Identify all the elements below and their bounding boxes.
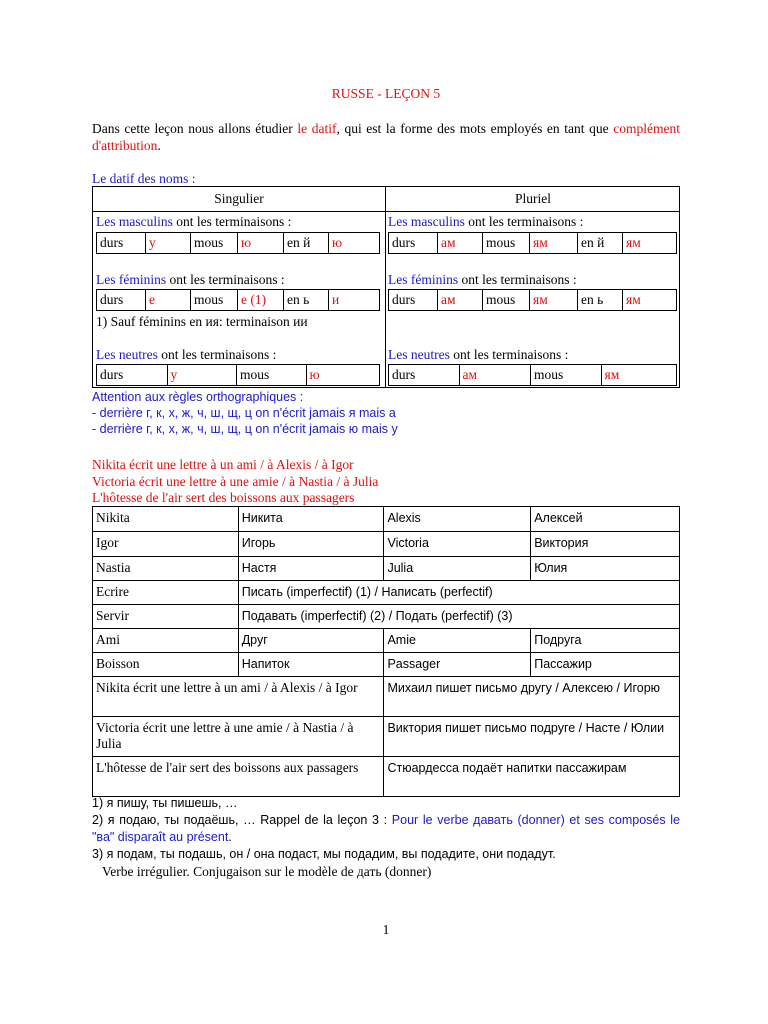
ending-cell: en й [578, 233, 623, 253]
ending-cell: mous [483, 233, 530, 253]
ending-cell: ям [604, 367, 620, 382]
ending-cell: и [332, 292, 340, 307]
footnote-2-end: . [228, 830, 232, 844]
ending-cell: en ь [578, 290, 623, 310]
orthography-rules [92, 389, 398, 437]
ending-cell: ам [438, 233, 483, 253]
table-cell: Victoria [384, 532, 531, 557]
table-cell: Подруга [531, 629, 680, 653]
plur-neut-suffix: ont les terminaisons : [449, 347, 569, 362]
ending-cell: е [146, 290, 191, 310]
table-cell: Amie [384, 629, 531, 653]
plur-masc-endings [388, 232, 677, 254]
table-cell: Подавать (imperfectif) (2) / Подать (perfectif) (3) [238, 605, 679, 629]
table-row [93, 605, 680, 629]
ending-cell: en й [284, 233, 329, 253]
table-row [93, 507, 680, 532]
ending-cell: ям [626, 292, 641, 307]
table-cell: Игорь [238, 532, 384, 557]
table-cell: Алексей [531, 507, 680, 532]
table-cell: Настя [238, 557, 384, 581]
page-title: RUSSE - LEÇON 5 [331, 86, 441, 101]
plur-fem-intro [388, 272, 577, 288]
example-sentence-1: Nikita écrit une lettre à un ami / à Alexis / à Igor [92, 457, 354, 472]
table-cell: Виктория пишет письмо подруге / Насте / Юлии [384, 717, 680, 757]
sing-neut-intro [96, 347, 276, 363]
footnote-2-text: 2) я подаю, ты подаёшь, … Rappel de la leçon 3 : [92, 813, 392, 827]
ending-cell: mous [483, 290, 530, 310]
page-number: 1 [382, 922, 390, 937]
plur-fem-label: Les féminins [388, 272, 459, 287]
plur-fem-endings [388, 289, 677, 311]
table-row [93, 581, 680, 605]
table-cell: Ecrire [93, 581, 239, 605]
sing-fem-label: Les féminins [96, 272, 167, 287]
sing-masc-endings [96, 232, 380, 254]
plur-fem-suffix: ont les terminaisons : [458, 272, 577, 287]
table-cell: Victoria écrit une lettre à une amie / à Nastia / à Julia [93, 717, 384, 757]
table-row [93, 557, 680, 581]
ending-cell: ам [460, 365, 532, 385]
intro-paragraph [92, 120, 680, 154]
table-cell: Виктория [531, 532, 680, 557]
ending-cell: ю [309, 367, 320, 382]
intro-text-start: Dans cette leçon nous allons étudier [92, 121, 298, 136]
ending-cell: durs [97, 365, 168, 385]
table-cell: Alexis [384, 507, 531, 532]
sing-neut-label: Les neutres [96, 347, 158, 362]
orthography-title: Attention aux règles orthographiques : [92, 390, 304, 404]
table-cell: Nikita [93, 507, 239, 532]
example-sentence-2: Victoria écrit une lettre à une amie / à Nastia / à Julia [92, 473, 379, 489]
ending-cell: ям [626, 235, 641, 250]
table-cell: Boisson [93, 653, 239, 677]
column-header-plural: Pluriel [515, 191, 551, 206]
ending-cell: durs [389, 233, 438, 253]
sing-masc-label: Les masculins [96, 214, 173, 229]
ending-cell: ям [530, 233, 578, 253]
ending-cell: у [168, 365, 238, 385]
ending-cell: durs [97, 233, 146, 253]
table-cell: Ami [93, 629, 239, 653]
ending-cell: durs [389, 365, 460, 385]
sing-masc-suffix: ont les terminaisons : [172, 214, 292, 229]
sing-neut-suffix: ont les terminaisons : [157, 347, 277, 362]
footnote-2-reminder: Pour le verbe давать (donner) et ses composés le "ва" disparaît au présent [92, 813, 680, 844]
table-row [93, 532, 680, 557]
table-cell: Михаил пишет письмо другу / Алексею / Игорю [384, 677, 680, 717]
table-cell: Друг [238, 629, 384, 653]
column-header-singular: Singulier [214, 191, 264, 206]
ending-cell: ю [332, 235, 343, 250]
datif-table [92, 186, 680, 388]
table-cell: Юлия [531, 557, 680, 581]
ending-cell: durs [389, 290, 438, 310]
table-cell: Никита [238, 507, 384, 532]
intro-highlight-complement: complément d'attribution [92, 121, 680, 153]
plur-masc-intro [388, 214, 583, 230]
orthography-rule-2: - derrière г, к, х, ж, ч, ш, щ, ц on n'écrit jamais ю mais у [92, 422, 398, 436]
table-cell: Напиток [238, 653, 384, 677]
plur-neut-intro [388, 347, 568, 363]
intro-text-end: . [157, 138, 161, 153]
table-row [93, 757, 680, 797]
table-cell: Igor [93, 532, 239, 557]
ending-cell: mous [531, 365, 602, 385]
table-cell: Nikita écrit une lettre à un ami / à Alexis / à Igor [93, 677, 384, 717]
sing-fem-suffix: ont les terminaisons : [166, 272, 285, 287]
table-cell: L'hôtesse de l'air sert des boissons aux passagers [93, 757, 384, 797]
sing-masc-intro [96, 214, 291, 230]
sing-fem-intro [96, 272, 285, 288]
intro-highlight-datif: le datif [297, 121, 337, 136]
sing-neut-endings [96, 364, 380, 386]
footnote-1: 1) я пишу, ты пишешь, … [92, 796, 238, 810]
ending-cell: ю [238, 233, 284, 253]
table-row [93, 653, 680, 677]
sing-fem-footnote: 1) Sauf féminins en ия: terminaison ии [96, 314, 308, 329]
table-row [93, 629, 680, 653]
table-cell: Пассажир [531, 653, 680, 677]
header-divider [93, 211, 679, 212]
ending-cell: ям [530, 290, 578, 310]
ending-cell: ам [438, 290, 483, 310]
ending-cell: mous [191, 233, 238, 253]
table-row [93, 717, 680, 757]
table-row [93, 677, 680, 717]
footnote-3-remark: Verbe irrégulier. Conjugaison sur le modèle de дать (donner) [102, 864, 432, 879]
ending-cell: mous [191, 290, 238, 310]
sing-fem-endings [96, 289, 380, 311]
datif-section-label: Le datif des noms : [92, 171, 196, 186]
footnotes [92, 795, 680, 880]
table-cell: Servir [93, 605, 239, 629]
ending-cell: mous [237, 365, 307, 385]
table-cell: Nastia [93, 557, 239, 581]
table-cell: Julia [384, 557, 531, 581]
footnote-3: 3) я подам, ты подашь, он / она подаст, мы подадим, вы подадите, они подадут. [92, 847, 556, 861]
example-sentence-3: L'hôtesse de l'air sert des boissons aux passagers [92, 490, 355, 505]
ending-cell: durs [97, 290, 146, 310]
vocabulary-table [92, 506, 680, 797]
table-cell: Passager [384, 653, 531, 677]
column-divider [385, 187, 386, 387]
table-cell: Стюардесса подаёт напитки пассажирам [384, 757, 680, 797]
ending-cell: е (1) [238, 290, 284, 310]
table-cell: Писать (imperfectif) (1) / Написать (perfectif) [238, 581, 679, 605]
footnote-2 [92, 812, 680, 846]
plur-neut-label: Les neutres [388, 347, 450, 362]
ending-cell: у [146, 233, 191, 253]
example-sentences [92, 457, 378, 507]
intro-text-middle: , qui est la forme des mots employés en tant que [336, 121, 614, 136]
plur-masc-suffix: ont les terminaisons : [464, 214, 584, 229]
plur-masc-label: Les masculins [388, 214, 465, 229]
ending-cell: en ь [284, 290, 329, 310]
plur-neut-endings [388, 364, 677, 386]
orthography-rule-1: - derrière г, к, х, ж, ч, ш, щ, ц on n'écrit jamais я mais а [92, 406, 396, 420]
